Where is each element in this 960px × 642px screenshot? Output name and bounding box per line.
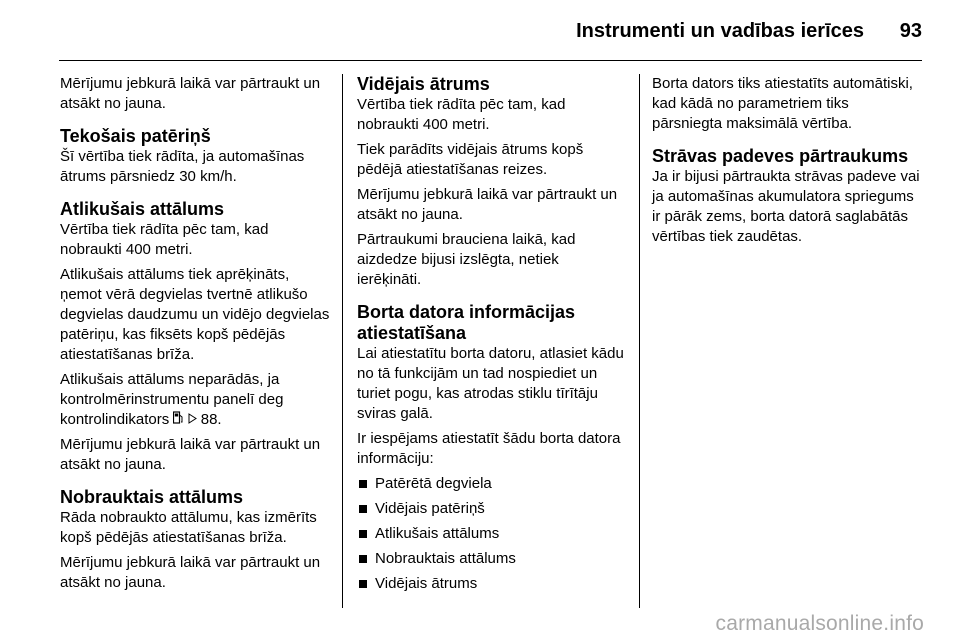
list-item-label: Atlikušais attālums xyxy=(375,525,500,542)
list-item xyxy=(357,499,627,519)
section-heading: Strāvas padeves pārtraukums xyxy=(652,146,909,166)
bullet-square-icon xyxy=(359,530,367,538)
bullet-square-icon xyxy=(359,480,367,488)
page-title: Instrumenti un vadības ierīces xyxy=(576,20,864,42)
bullet-square-icon xyxy=(359,580,367,588)
list-item-label: Vidējais ātrums xyxy=(375,575,478,592)
intro-paragraph: Mērījumu jebkurā laikā var pārtraukt un atsākt no jauna. xyxy=(60,75,321,112)
section-heading: Atlikušais attālums xyxy=(60,199,225,219)
section-average-speed xyxy=(357,74,627,290)
section-remaining-range xyxy=(60,199,330,475)
paragraph: Ir iespējams atiestatīt šādu borta datora informāciju: xyxy=(357,430,621,467)
section-current-consumption xyxy=(60,126,330,187)
bullet-square-icon xyxy=(359,555,367,563)
paragraph-text: Atlikušais attālums neparādās, ja kontrolmērinstrumentu panelī deg kontrolindikators xyxy=(60,371,284,428)
paragraph: Mērījumu jebkurā laikā var pārtraukt un atsākt no jauna. xyxy=(60,436,321,473)
watermark: carmanualsonline.info xyxy=(715,612,924,635)
paragraph-with-icon xyxy=(60,370,330,430)
page-reference: 88. xyxy=(200,411,222,428)
paragraph: Mērījumu jebkurā laikā var pārtraukt un atsākt no jauna. xyxy=(357,186,618,223)
list-item xyxy=(357,474,627,494)
reference-arrow-icon xyxy=(188,410,197,430)
page-number: 93 xyxy=(899,20,922,42)
section-heading: Tekošais patēriņš xyxy=(60,126,211,146)
paragraph: Atlikušais attālums tiek aprēķināts, ņemot vērā degvielas tvertnē atlikušo degvielas daudzumu un vidējo degvielas patēriņu, kas fiksēts kopš pēdējās atiestatīšanas brīža. xyxy=(60,266,330,363)
paragraph: Mērījumu jebkurā laikā var pārtraukt un atsākt no jauna. xyxy=(60,554,321,591)
section-heading: Vidējais ātrums xyxy=(357,74,490,94)
bullet-square-icon xyxy=(359,505,367,513)
column-left xyxy=(60,74,330,605)
list-item xyxy=(357,524,627,544)
reset-items-list xyxy=(357,474,627,594)
paragraph: Rāda nobraukto attālumu, kas izmērīts kopš pēdējās atiestatīšanas brīža. xyxy=(60,509,317,546)
list-item-label: Patērētā degviela xyxy=(375,475,492,492)
list-item-label: Vidējais patēriņš xyxy=(375,500,485,517)
list-item xyxy=(357,549,627,569)
paragraph: Tiek parādīts vidējais ātrums kopš pēdējā atiestatīšanas reizes. xyxy=(357,141,584,178)
section-heading: Borta datora informācijas atiestatīšana xyxy=(357,302,576,343)
paragraph: Vērtība tiek rādīta pēc tam, kad nobraukti 400 metri. xyxy=(60,221,269,258)
header-rule xyxy=(59,60,922,61)
section-reset-info xyxy=(357,302,627,594)
section-heading: Nobrauktais attālums xyxy=(60,487,244,507)
column-divider xyxy=(342,74,343,608)
intro-paragraph: Borta dators tiks atiestatīts automātiski, kad kādā no parametriem tiks pārsniegta maksimālā vērtība. xyxy=(652,75,913,132)
fuel-pump-icon xyxy=(173,410,183,430)
paragraph: Vērtība tiek rādīta pēc tam, kad nobraukti 400 metri. xyxy=(357,96,566,133)
section-power-interruption xyxy=(652,146,922,247)
paragraph: Lai atiestatītu borta datoru, atlasiet kādu no tā funkcijām un tad nospiediet un turiet pogu, kas atrodas stiklu tīrītāju sviras galā. xyxy=(357,345,624,422)
section-distance-travelled xyxy=(60,487,330,593)
list-item-label: Nobrauktais attālums xyxy=(375,550,516,567)
list-item xyxy=(357,574,627,594)
column-divider xyxy=(639,74,640,608)
page-header xyxy=(0,0,960,62)
column-middle xyxy=(357,74,627,606)
paragraph: Pārtraukumi brauciena laikā, kad aizdedze bijusi izslēgta, netiek ierēķināti. xyxy=(357,231,576,288)
column-right xyxy=(652,74,922,259)
paragraph: Šī vērtība tiek rādīta, ja automašīnas ātrums pārsniedz 30 km/h. xyxy=(60,148,305,185)
paragraph: Ja ir bijusi pārtraukta strāvas padeve vai ja automašīnas akumulatora spriegums ir pārāk zems, borta datorā saglabātās vērtības tiek zaudētas. xyxy=(652,168,920,245)
